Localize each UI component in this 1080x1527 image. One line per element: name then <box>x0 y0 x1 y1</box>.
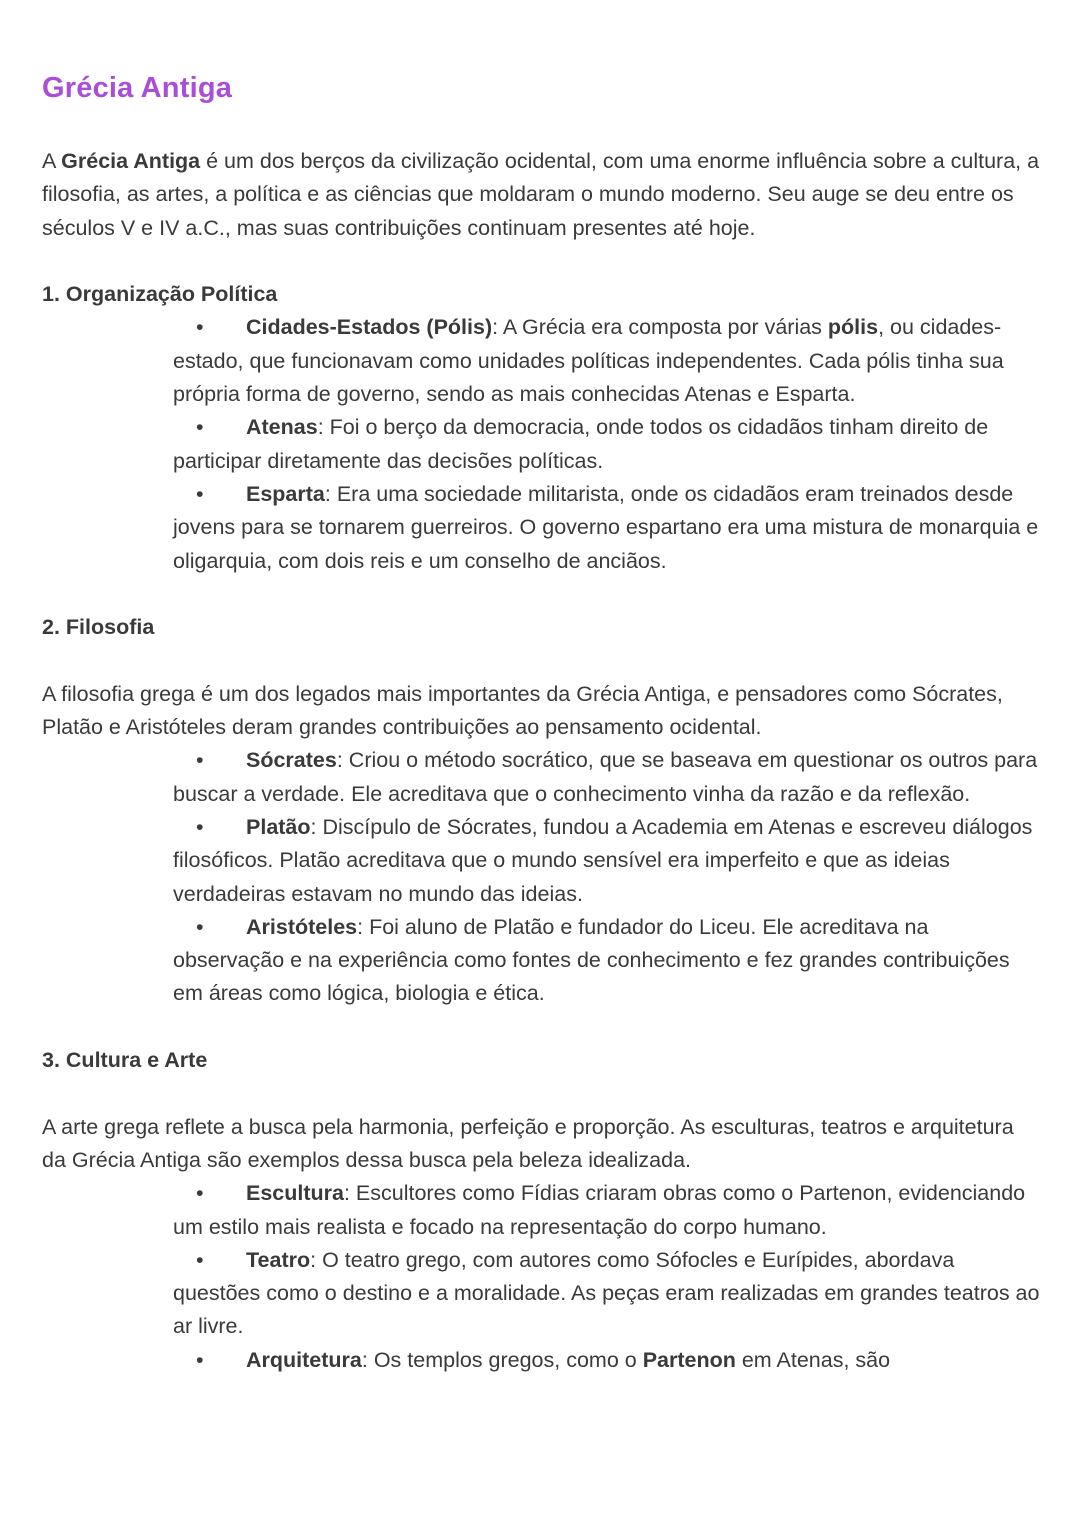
bullet-icon: • <box>196 415 204 440</box>
document-title: Grécia Antiga <box>42 72 233 104</box>
section-heading-politica: 1. Organização Política <box>42 282 278 307</box>
spacer <box>42 1077 1042 1110</box>
list-item <box>173 1244 1042 1344</box>
bullet-icon: • <box>196 1181 204 1206</box>
list-item <box>173 744 1042 811</box>
item-text: : O teatro grego, com autores como Sófocles e Eurípides, abordava questões como o destino e a moralidade. As peças eram realizadas em grandes teatros ao ar livre. <box>173 1247 1040 1339</box>
list-item <box>173 911 1042 1011</box>
spacer <box>42 1011 1042 1044</box>
document-body <box>42 145 1042 1377</box>
spacer <box>42 644 1042 677</box>
bullet-icon: • <box>196 914 204 939</box>
item-text: : Os templos gregos, como o <box>361 1347 643 1372</box>
item-term: Cidades-Estados (Pólis) <box>246 315 493 340</box>
list-item <box>173 811 1042 911</box>
item-term: Aristóteles <box>246 914 358 939</box>
bullet-list-politica <box>42 311 1042 577</box>
bullet-list-cultura <box>42 1177 1042 1377</box>
item-bold: Partenon <box>642 1347 736 1372</box>
section-heading-filosofia: 2. Filosofia <box>42 615 155 640</box>
section-intro-cultura: A arte grega reflete a busca pela harmonia, perfeição e proporção. As esculturas, teatros e arquitetura da Grécia Antiga são exemplos dessa busca pela beleza idealizada. <box>42 1114 1014 1172</box>
item-term: Platão <box>246 814 311 839</box>
list-item <box>173 1177 1042 1244</box>
bullet-icon: • <box>196 481 204 506</box>
item-bold: pólis <box>827 315 879 340</box>
bullet-list-filosofia <box>42 744 1042 1010</box>
item-text: : A Grécia era composta por várias <box>492 315 828 340</box>
item-term: Atenas <box>246 415 318 440</box>
bullet-icon: • <box>196 315 204 340</box>
item-term: Sócrates <box>246 748 337 773</box>
spacer <box>42 245 1042 278</box>
section-intro-filosofia: A filosofia grega é um dos legados mais importantes da Grécia Antiga, e pensadores como Sócrates, Platão e Aristóteles deram grandes contribuições ao pensamento ocidental. <box>42 681 1003 740</box>
item-term: Arquitetura <box>246 1347 362 1372</box>
bullet-icon: • <box>196 1247 204 1272</box>
section-heading-cultura: 3. Cultura e Arte <box>42 1048 208 1073</box>
item-text: , ou cidades-estado, que funcionavam como unidades políticas independentes. Cada pólis tinha sua própria forma de governo, sendo as mais conhecidas Atenas e Esparta. <box>173 315 1004 407</box>
intro-post: é um dos berços da civilização ocidental, com uma enorme influência sobre a cultura, a filosofia, as artes, a política e as ciências que moldaram o mundo moderno. Seu auge se deu entre os séculos V e IV a.C., mas suas contribuições continuam presentes até hoje. <box>42 149 1040 240</box>
item-text: : Foi o berço da democracia, onde todos os cidadãos tinham direito de participar diretamente das decisões políticas. <box>173 415 989 473</box>
intro-pre: A <box>42 149 62 173</box>
item-text: : Escultores como Fídias criaram obras como o Partenon, evidenciando um estilo mais realista e focado na representação do corpo humano. <box>173 1181 1026 1239</box>
item-text: : Foi aluno de Platão e fundador do Liceu. Ele acreditava na observação e na experiência como fontes de conhecimento e fez grandes contribuições em áreas como lógica, biologia e ética. <box>173 914 1010 1006</box>
item-text: : Discípulo de Sócrates, fundou a Academia em Atenas e escreveu diálogos filosóficos. Platão acreditava que o mundo sensível era imperfeito e que as ideias verdadeiras estavam no mundo das ideias. <box>173 814 1033 906</box>
list-item <box>173 411 1042 478</box>
item-term: Esparta <box>246 481 325 506</box>
list-item <box>173 311 1042 411</box>
list-item <box>173 478 1042 578</box>
intro-paragraph <box>42 145 1042 245</box>
intro-bold: Grécia Antiga <box>61 149 201 173</box>
item-text: em Atenas, são <box>735 1347 891 1372</box>
item-term: Escultura <box>246 1181 344 1206</box>
bullet-icon: • <box>196 748 204 773</box>
spacer <box>42 578 1042 611</box>
item-term: Teatro <box>246 1247 311 1272</box>
item-text: : Criou o método socrático, que se baseava em questionar os outros para buscar a verdade. Ele acreditava que o conhecimento vinha da razão e da reflexão. <box>173 748 1038 806</box>
bullet-icon: • <box>196 1347 204 1372</box>
item-text: : Era uma sociedade militarista, onde os cidadãos eram treinados desde jovens para se tornarem guerreiros. O governo espartano era uma mistura de monarquia e oligarquia, com dois reis e um conselho de anciãos. <box>173 481 1039 573</box>
list-item <box>173 1344 1042 1377</box>
bullet-icon: • <box>196 814 204 839</box>
